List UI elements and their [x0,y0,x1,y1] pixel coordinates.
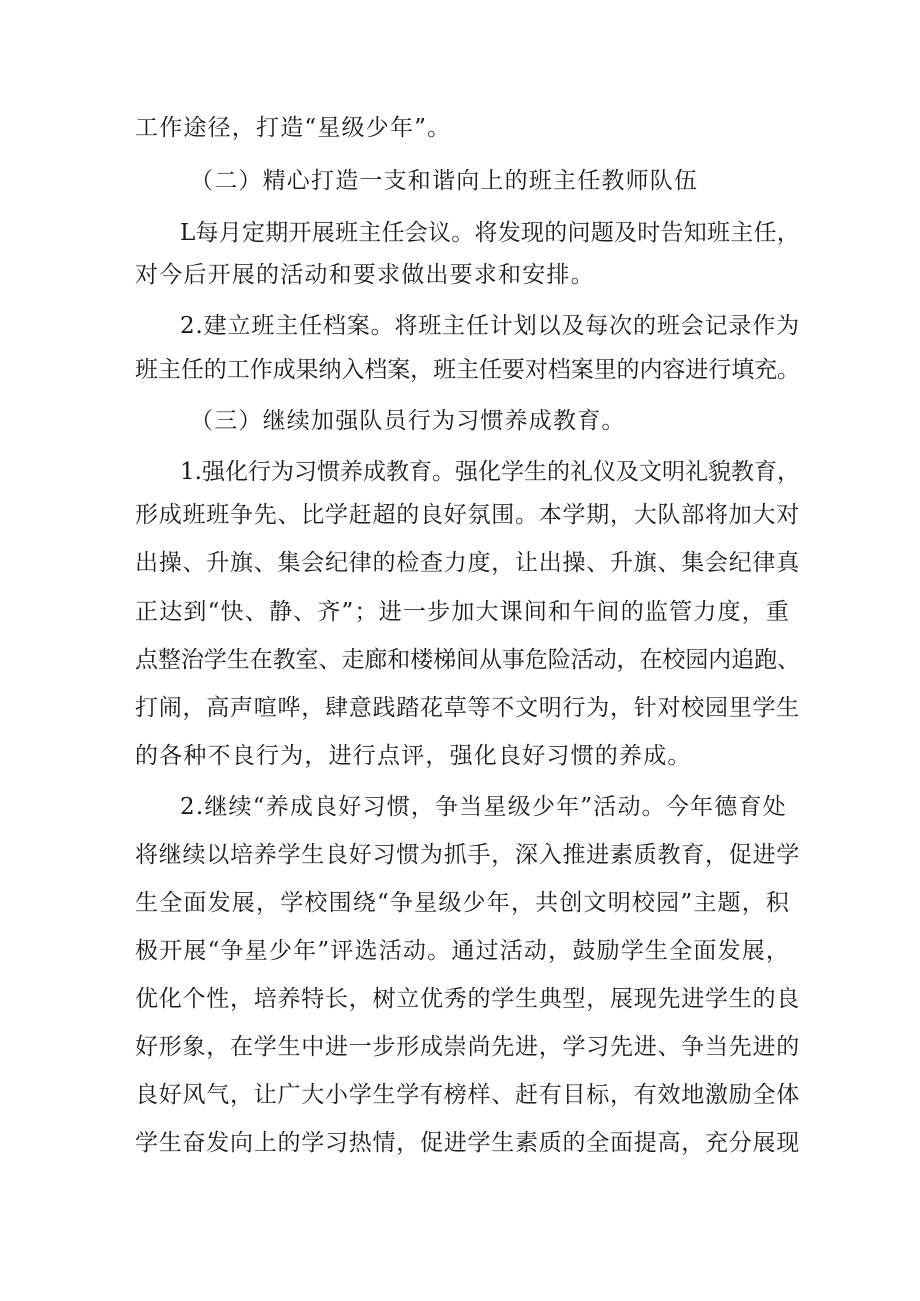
text-line [0,597,920,627]
text-line-content: 好形象，在学生中进一步形成崇尚先进，学习先进、争当先进的 [135,1034,800,1060]
section-heading-text: （三）继续加强队员行为习惯养成教育。 [190,408,626,434]
text-line-content: 班主任的工作成果纳入档案，班主任要对档案里的内容进行填充。 [135,357,800,383]
text-line-content: 1.强化行为习惯养成教育。强化学生的礼仪及文明礼貌教育， [180,459,800,485]
text-line-content: 优化个性，培养特长，树立优秀的学生典型，展现先进学生的良 [135,986,800,1012]
text-line-content: 极开展“争星少年”评选活动。通过活动，鼓励学生全面发展， [135,938,791,964]
text-line-content: 形成班班争先、比学赶超的良好氛围。本学期，大队部将加大对 [135,502,800,528]
text-line [0,1080,920,1110]
text-line [0,218,920,248]
text-line [0,840,920,870]
text-line-content: 点整治学生在教室、走廊和楼梯间从事危险活动，在校园内追跑、 [135,647,800,673]
text-line-content: 2.继续“养成良好习惯，争当星级少年”活动。今年德育处 [180,794,787,820]
text-line [0,693,920,723]
section-heading [0,166,920,196]
text-line-content: 打闹，高声喧哗，肆意践踏花草等不文明行为，针对校园里学生 [135,695,800,721]
text-line [0,260,920,290]
text-line [0,645,920,675]
text-line [0,113,920,143]
text-line-content: L每月定期开展班主任会议。将发现的问题及时告知班主任， [180,220,800,246]
text-line [0,936,920,966]
text-line-content: 将继续以培养学生良好习惯为抓手，深入推进素质教育，促进学 [135,842,800,868]
text-line-content: 良好风气，让广大小学生学有榜样、赶有目标，有效地激励全体 [135,1082,800,1108]
text-line-content: 2.建立班主任档案。将班主任计划以及每次的班会记录作为 [180,313,800,339]
text-line [0,355,920,385]
text-line-content: 的各种不良行为，进行点评，强化良好习惯的养成。 [135,743,692,769]
text-line [0,888,920,918]
text-line [0,1032,920,1062]
text-line [0,984,920,1014]
text-line [0,548,920,578]
text-line-content: 学生奋发向上的学习热情，促进学生素质的全面提高，充分展现 [135,1130,800,1156]
text-line-content: 工作途径，打造“星级少年”。 [135,115,452,141]
text-line-content: 对今后开展的活动和要求做出要求和安排。 [135,262,595,288]
text-line [0,457,920,487]
text-line [0,1128,920,1158]
section-heading-text: （二）精心打造一支和谐向上的班主任教师队伍 [190,168,699,194]
text-line-content: 出操、升旗、集会纪律的检查力度，让出操、升旗、集会纪律真 [135,550,800,576]
text-line [0,741,920,771]
text-line [0,792,920,822]
section-heading [0,406,920,436]
text-line [0,500,920,530]
text-line-content: 正达到“快、静、齐”；进一步加大课间和午间的监管力度，重 [135,599,791,625]
text-line [0,311,920,341]
text-line-content: 生全面发展，学校围绕“争星级少年，共创文明校园”主题，积 [135,890,791,916]
